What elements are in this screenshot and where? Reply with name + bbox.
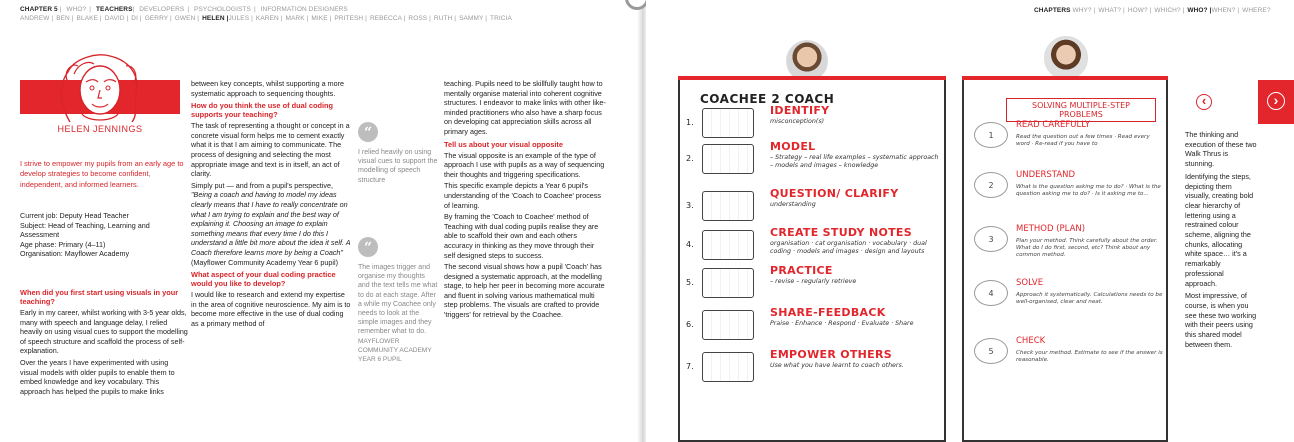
step-heading: SHARE-FEEDBACK	[770, 306, 886, 319]
crumb-who[interactable]: WHO?	[66, 6, 87, 13]
coach-photo-2-icon	[1044, 36, 1088, 80]
paragraph: The second visual shows how a pupil 'Coach' has designed a systematic approach, at the modelling stage, to help her peer in becoming more accurate and fluent in solving various mathematical multi step problems. The visuals are crafted to provide 'triggers' for retrieval by the Coachee.	[444, 262, 605, 320]
step-number: 1.	[686, 118, 694, 127]
contributor-name[interactable]: BEN |	[56, 15, 74, 22]
chapter-link[interactable]: WHAT? |	[1098, 7, 1125, 14]
step-heading: METHOD (PLAN)	[1016, 224, 1086, 234]
pupil-quote: "Being a coach and having to model my ideas clearly means that I have to really concentrate on what I am trying to explain and the best way of explaining it. Choosing an image to explain something means that every time I do this I understand a little bit more about the idea it self. A Coach therefore learns more by being a Coach"	[191, 190, 351, 257]
left-page	[0, 0, 640, 442]
quote-icon: “	[358, 237, 378, 257]
step-heading: UNDERSTAND	[1016, 170, 1076, 180]
fact-age-phase: Age phase: Primary (4–11)	[20, 239, 106, 249]
question-heading: Tell us about your visual opposite	[444, 139, 563, 149]
step-sketch-icon: 2	[974, 172, 1008, 198]
chapters-label: CHAPTERS	[1034, 7, 1073, 14]
card-title: SOLVING MULTIPLE-STEP PROBLEMS	[1006, 98, 1156, 122]
step-number: 7.	[686, 362, 694, 371]
pull-quote-2: The images trigger and organise my thoughts and the text tells me what to do at each stage. After a while my Coachee only needs to look at the simple images and they remember what to do. MAYFLOWER COMMUNITY ACADEMY YEAR 6 PUPIL	[358, 264, 438, 364]
card-accent-bar	[678, 76, 946, 80]
column-1	[20, 288, 188, 398]
paragraph: teaching. Pupils need to be skillfully taught how to mentally organise material into coherent cognitive structures. I endeavor to make links with other like-minded practitioners who also have a sharp focus on developing cat appreciation skills across all primary ages.	[444, 79, 606, 136]
crumb-developers[interactable]: DEVELOPERS	[139, 6, 185, 13]
step-detail: organisation · cat organisation · vocabulary · dual coding · models and images · design and layouts	[770, 240, 927, 255]
step-sketch-icon: 3	[974, 226, 1008, 252]
card-accent-bar	[962, 76, 1168, 80]
contributor-name[interactable]: ANDREW |	[20, 15, 54, 22]
contributor-names	[20, 15, 515, 22]
step-heading: CHECK	[1016, 336, 1046, 346]
contributor-name[interactable]: RUTH |	[433, 15, 457, 22]
step-detail: What is the question asking me to do? · What is the question asking me to do? · Is it asking me to...	[1016, 184, 1161, 197]
question-heading: When did you first start using visuals in your teaching?	[20, 288, 179, 306]
contributor-name[interactable]: MARK |	[285, 15, 309, 22]
chapters-nav	[1034, 7, 1274, 14]
portrait-illustration-icon	[48, 52, 152, 122]
card-title: COACHEE 2 COACH	[700, 92, 835, 106]
stick-figure-sketch-icon	[702, 230, 754, 260]
coachee-to-coach-visual	[678, 80, 946, 442]
chapter-link[interactable]: WHICH? |	[1154, 7, 1185, 14]
prev-page-button[interactable]: ‹	[1196, 94, 1212, 110]
quote-attribution: (Mayflower Community Academy Year 6 pupil)	[191, 257, 339, 267]
next-tab[interactable]	[1258, 80, 1294, 124]
fact-organisation: Organisation: Mayflower Academy	[20, 249, 130, 259]
commentary-paragraph: Most impressive, of course, is when you see these two working with their peers using this shared model between them.	[1185, 291, 1257, 349]
stick-figure-sketch-icon	[702, 144, 754, 174]
crumb-psychologists[interactable]: PSYCHOLOGISTS	[194, 6, 251, 13]
step-detail: Check your method. Estimate to see if the answer is reasonable.	[1016, 350, 1163, 363]
profile-intro: I strive to empower my pupils from an early age to develop strategies to become confident, independent, and informed learners.	[20, 159, 184, 189]
step-number: 2.	[686, 154, 694, 163]
paragraph: This specific example depicts a Year 6 pupil's understanding of the 'Coach to Coachee' process of learning.	[444, 181, 601, 210]
contributor-name[interactable]: PRITESH |	[334, 15, 367, 22]
fact-subject: Subject: Head of Teaching, Learning and Assessment	[20, 220, 150, 240]
profile-name: HELEN JENNINGS	[57, 124, 143, 134]
step-detail: Approach it systematically. Calculations needs to be well-organised, clear and neat.	[1016, 292, 1163, 305]
contributor-name[interactable]: GERRY |	[144, 15, 172, 22]
paragraph: Over the years I have experimented with using visual models with older pupils to enable them to embed knowledge and key vocabulary. This approach has helped the pupils to make links	[20, 357, 175, 396]
step-number: 5.	[686, 278, 694, 287]
paragraph: The visual opposite is an example of the type of approach I use with pupils as a way of sequencing their thoughts and triggering specifications.	[444, 150, 605, 179]
contributor-name[interactable]: HELEN |	[202, 15, 229, 22]
chapter-link[interactable]: WHO? |	[1187, 7, 1212, 14]
paragraph: By framing the 'Coach to Coachee' method of Teaching with dual coding pupils realise they are able to scaffold their own and each others accuracy in thinking as they move through their self designed steps to success.	[444, 212, 599, 260]
quote-icon: “	[358, 122, 378, 142]
paragraph: The task of representing a thought or concept in a concrete visual form helps me to cement exactly what it is that I am aiming to communicate. The process of designing and selecting the most appropriate image and text is in itself, an act of clarity.	[191, 121, 350, 179]
contributor-name[interactable]: TRICIA	[490, 15, 512, 22]
step-number: 4.	[686, 240, 694, 249]
multistep-problems-visual	[962, 80, 1168, 442]
step-heading: PRACTICE	[770, 264, 833, 277]
chapter-link[interactable]: WHY? |	[1072, 7, 1096, 14]
fact-job: Current job: Deputy Head Teacher	[20, 211, 129, 220]
question-heading: What aspect of your dual coding practice would you like to develop?	[191, 270, 336, 289]
step-detail: – revise – regularly retrieve	[770, 278, 857, 285]
step-heading: CREATE STUDY NOTES	[770, 226, 912, 239]
step-detail: Praise · Enhance · Respond · Evaluate · Share	[770, 320, 914, 327]
step-detail: Use what you have learnt to coach others.	[770, 362, 904, 369]
step-sketch-icon: 4	[974, 280, 1008, 306]
pull-quote-attribution: MAYFLOWER COMMUNITY ACADEMY YEAR 6 PUPIL	[358, 337, 432, 364]
commentary	[1185, 130, 1257, 352]
step-detail: Plan your method. Think carefully about the order. What do I do first, second, etc? Think about any common method.	[1016, 238, 1158, 258]
step-number: 6.	[686, 320, 694, 329]
step-heading: EMPOWER OTHERS	[770, 348, 892, 361]
stick-figure-sketch-icon	[702, 352, 754, 382]
crumb-teachers[interactable]: TEACHERS	[95, 6, 133, 13]
column-3	[444, 79, 606, 322]
contributor-name[interactable]: KAREN |	[255, 15, 283, 22]
chapter-link[interactable]: HOW? |	[1127, 7, 1152, 14]
step-heading: QUESTION/ CLARIFY	[770, 187, 899, 200]
contributor-name[interactable]: GWEN |	[174, 15, 200, 22]
question-heading: How do you think the use of dual coding supports your teaching?	[191, 101, 334, 120]
crumb-info-designers[interactable]: INFORMATION DESIGNERS	[260, 6, 348, 13]
paragraph: between key concepts, whilst supporting a more systematic approach to sequencing thoughts.	[191, 79, 345, 98]
contributor-name[interactable]: REBECCA |	[369, 15, 406, 22]
chapter-link[interactable]: WHERE?	[1242, 7, 1271, 14]
stick-figure-sketch-icon	[702, 191, 754, 221]
column-2	[191, 79, 351, 330]
contributor-name[interactable]: MIKE |	[311, 15, 332, 22]
contributor-name[interactable]: DI |	[131, 15, 142, 22]
stick-figure-sketch-icon	[702, 268, 754, 298]
pull-quote-1: I relied heavily on using visual cues to support the modelling of speech structure	[358, 149, 438, 184]
paragraph: I would like to research and extend my expertise in the area of cognitive neuroscience. My aim is to become more effective in the use of dual coding as a primary method of	[191, 290, 351, 328]
stick-figure-sketch-icon	[702, 108, 754, 138]
commentary-paragraph: Identifying the steps, depicting them visually, creating bold clear hierarchy of lettering using a restrained colour scheme, aligning the chunks, allocating white space… it's a remarkably professional approach.	[1185, 171, 1254, 288]
step-heading: IDENTIFY	[770, 104, 830, 117]
contributor-name[interactable]: BLAKE |	[76, 15, 102, 22]
step-detail: Read the question out a few times · Read every word · Re-read if you have to	[1016, 134, 1150, 147]
contributor-name[interactable]: DAVID |	[104, 15, 129, 22]
step-heading: READ CAREFULLY	[1016, 120, 1091, 130]
contributor-name[interactable]: JULES |	[228, 15, 253, 22]
step-sketch-icon: 1	[974, 122, 1008, 148]
step-number: 3.	[686, 201, 694, 210]
step-detail: misconception(s)	[770, 118, 825, 125]
chapter-breadcrumb: CHAPTER 5 | WHO? | TEACHERS| DEVELOPERS | PSYCHOLOGISTS | INFORMATION DESIGNERS	[20, 6, 348, 13]
step-detail: understanding	[770, 201, 816, 208]
step-detail: – Strategy – real life examples – systematic approach – models and images – knowledge	[770, 154, 939, 169]
paragraph: Simply put — and from a pupil's perspective,	[191, 180, 333, 190]
step-heading: MODEL	[770, 140, 816, 153]
contributor-name[interactable]: SAMMY |	[459, 15, 487, 22]
chapter-label: CHAPTER 5	[20, 6, 58, 13]
contributor-name[interactable]: ROSS |	[408, 15, 431, 22]
next-page-button[interactable]: ›	[1267, 92, 1285, 110]
commentary-paragraph: The thinking and execution of these two Walk Thrus is stunning.	[1185, 130, 1257, 169]
profile-facts	[20, 211, 188, 259]
step-sketch-icon: 5	[974, 338, 1008, 364]
chapter-link[interactable]: WHEN? |	[1211, 7, 1240, 14]
step-heading: SOLVE	[1016, 278, 1044, 288]
paragraph: Early in my career, whilst working with 3-5 year olds, many with speech and language delay, I relied heavily on using visual cues to support the modelling of speech structure and scaffold the process of self-explanation.	[20, 308, 188, 356]
stick-figure-sketch-icon	[702, 310, 754, 340]
